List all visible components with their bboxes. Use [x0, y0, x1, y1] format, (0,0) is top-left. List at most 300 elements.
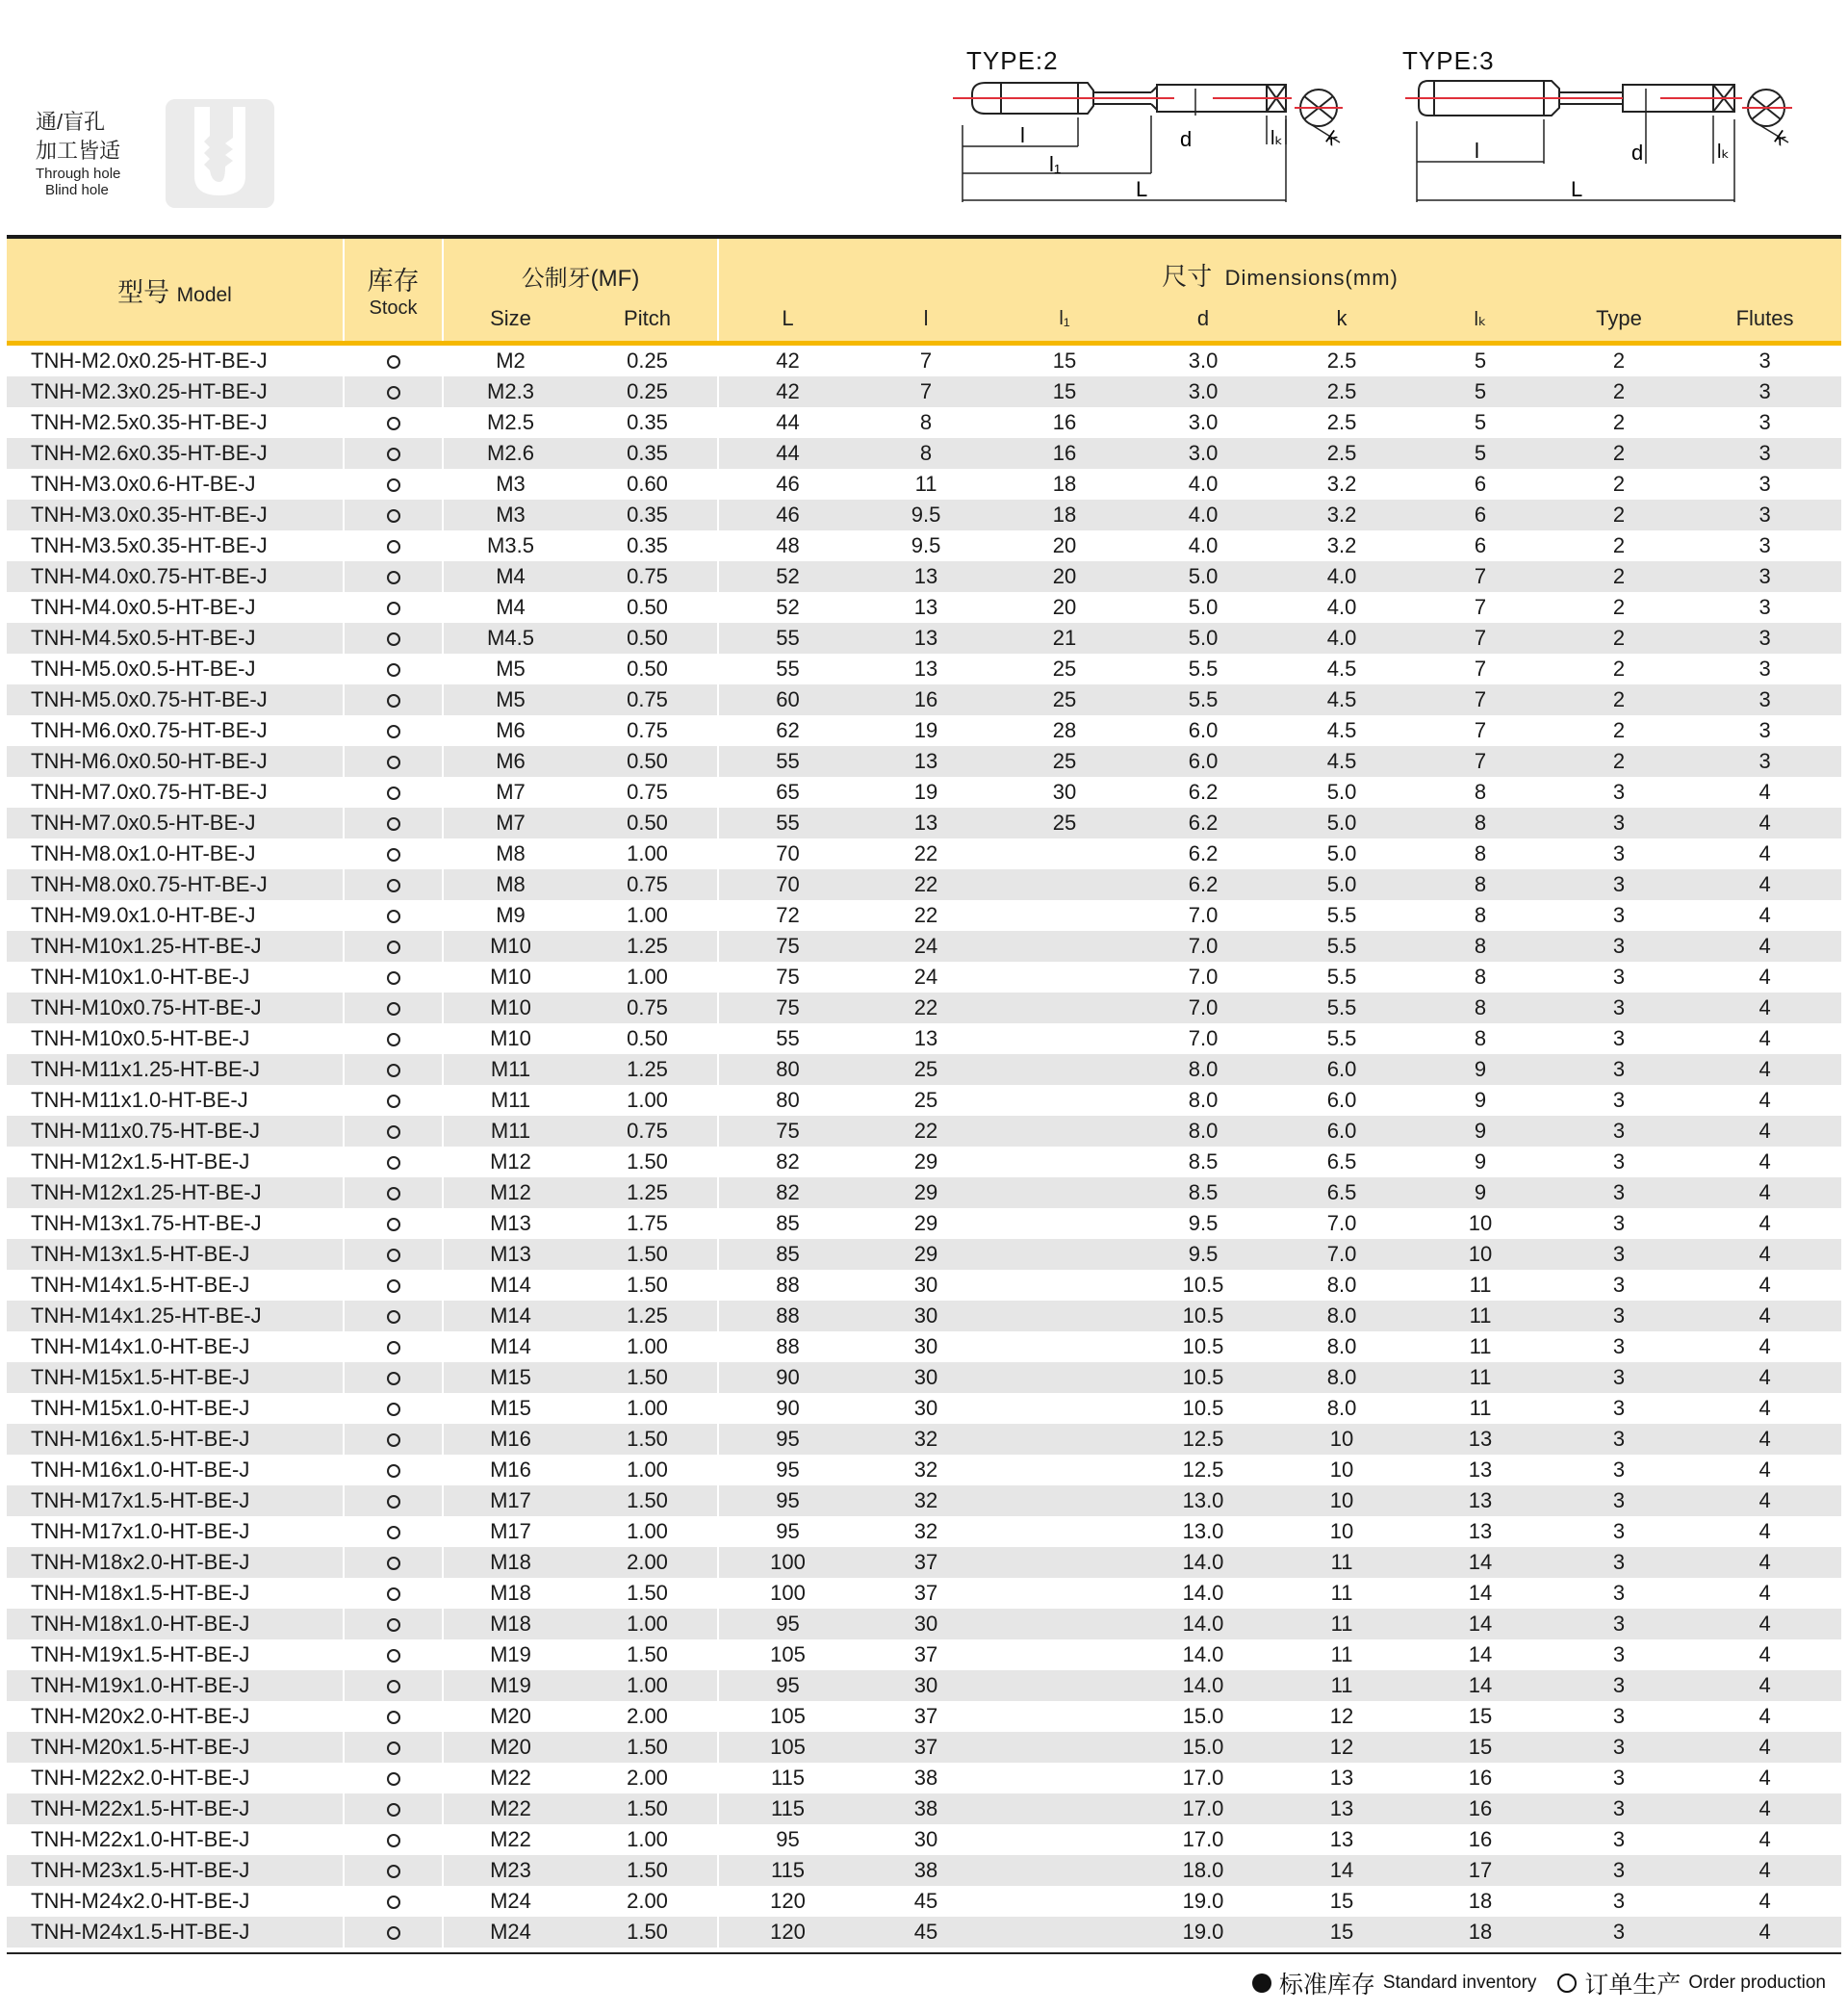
cell-size: M12 [443, 1147, 578, 1177]
open-circle-icon [387, 817, 400, 831]
cell-flutes: 4 [1688, 1362, 1841, 1393]
cell-k: 5.0 [1272, 838, 1411, 869]
cell-flutes: 4 [1688, 1516, 1841, 1547]
open-circle-icon [387, 910, 400, 923]
open-circle-icon [387, 1741, 400, 1755]
cell-l1 [995, 1362, 1134, 1393]
cell-size: M14 [443, 1270, 578, 1301]
cell-l: 45 [857, 1917, 995, 1948]
cell-L: 100 [718, 1547, 857, 1578]
cell-d: 10.5 [1134, 1331, 1272, 1362]
cell-flutes: 4 [1688, 838, 1841, 869]
header-model: 型号 Model [7, 237, 344, 341]
table-row [7, 1917, 1841, 1948]
cell-l: 13 [857, 808, 995, 838]
open-circle-icon [387, 1649, 400, 1663]
cell-size: M6 [443, 715, 578, 746]
table-row [7, 1455, 1841, 1485]
cell-l1 [995, 1855, 1134, 1886]
open-circle-icon [387, 787, 400, 800]
cell-type: 3 [1550, 1886, 1688, 1917]
cell-model: TNH-M10x0.5-HT-BE-J [7, 1023, 344, 1054]
cell-l1 [995, 931, 1134, 962]
cell-flutes: 4 [1688, 1578, 1841, 1609]
cell-k: 5.5 [1272, 1023, 1411, 1054]
cell-k: 7.0 [1272, 1208, 1411, 1239]
cell-L: 44 [718, 407, 857, 438]
cell-flutes: 4 [1688, 1270, 1841, 1301]
cell-L: 46 [718, 469, 857, 500]
cell-lk: 7 [1411, 654, 1550, 684]
table-row [7, 1855, 1841, 1886]
cell-stock [344, 1793, 443, 1824]
cell-l1: 15 [995, 346, 1134, 376]
table-row [7, 1116, 1841, 1147]
header-l: l [857, 297, 995, 341]
cell-k: 8.0 [1272, 1362, 1411, 1393]
cell-size: M11 [443, 1116, 578, 1147]
cell-flutes: 3 [1688, 530, 1841, 561]
table-row [7, 1824, 1841, 1855]
cell-l1: 25 [995, 654, 1134, 684]
cell-stock [344, 838, 443, 869]
cell-stock [344, 1547, 443, 1578]
cell-stock [344, 1917, 443, 1948]
cell-l: 30 [857, 1393, 995, 1424]
cell-d: 5.0 [1134, 592, 1272, 623]
table-row [7, 900, 1841, 931]
cell-type: 3 [1550, 838, 1688, 869]
cell-lk: 7 [1411, 592, 1550, 623]
cell-flutes: 4 [1688, 1331, 1841, 1362]
cell-L: 88 [718, 1301, 857, 1331]
cell-L: 90 [718, 1393, 857, 1424]
table-row [7, 376, 1841, 407]
cell-model: TNH-M18x1.0-HT-BE-J [7, 1609, 344, 1639]
cell-model: TNH-M3.5x0.35-HT-BE-J [7, 530, 344, 561]
header-stock: 库存 Stock [344, 237, 443, 341]
cell-lk: 17 [1411, 1855, 1550, 1886]
cell-flutes: 3 [1688, 407, 1841, 438]
type2-drawing [962, 83, 1340, 202]
cell-k: 8.0 [1272, 1393, 1411, 1424]
table-row [7, 1085, 1841, 1116]
cell-L: 75 [718, 962, 857, 993]
cell-L: 62 [718, 715, 857, 746]
cell-k: 2.5 [1272, 346, 1411, 376]
cell-L: 82 [718, 1147, 857, 1177]
cell-flutes: 3 [1688, 561, 1841, 592]
table-row [7, 500, 1841, 530]
open-circle-icon [387, 1341, 400, 1354]
type2-dim-l: l [1020, 123, 1025, 147]
cell-l1: 20 [995, 561, 1134, 592]
header-type: Type [1550, 297, 1688, 341]
cell-pitch: 0.35 [578, 500, 718, 530]
cell-lk: 13 [1411, 1424, 1550, 1455]
cell-stock [344, 1763, 443, 1793]
open-circle-icon [387, 1125, 400, 1139]
cell-d: 19.0 [1134, 1886, 1272, 1917]
cell-d: 13.0 [1134, 1485, 1272, 1516]
type3-dim-l: l [1475, 139, 1479, 163]
cell-lk: 8 [1411, 931, 1550, 962]
cell-k: 2.5 [1272, 376, 1411, 407]
cell-l1: 18 [995, 469, 1134, 500]
cell-type: 3 [1550, 1639, 1688, 1670]
cell-l: 13 [857, 592, 995, 623]
cell-k: 8.0 [1272, 1301, 1411, 1331]
cell-type: 3 [1550, 1732, 1688, 1763]
cell-d: 14.0 [1134, 1578, 1272, 1609]
cell-lk: 11 [1411, 1362, 1550, 1393]
table-row [7, 1793, 1841, 1824]
cell-lk: 15 [1411, 1701, 1550, 1732]
cell-k: 13 [1272, 1793, 1411, 1824]
cell-pitch: 0.50 [578, 623, 718, 654]
type2-dim-k: k [1322, 127, 1342, 150]
cell-size: M7 [443, 777, 578, 808]
header-d: d [1134, 297, 1272, 341]
cell-flutes: 3 [1688, 469, 1841, 500]
cell-pitch: 1.00 [578, 900, 718, 931]
cell-d: 7.0 [1134, 900, 1272, 931]
cell-d: 5.5 [1134, 654, 1272, 684]
header-pitch: Pitch [578, 297, 718, 341]
cell-k: 6.5 [1272, 1177, 1411, 1208]
cell-l: 7 [857, 346, 995, 376]
table-row [7, 962, 1841, 993]
cell-type: 3 [1550, 1609, 1688, 1639]
cell-k: 5.5 [1272, 931, 1411, 962]
cell-d: 6.2 [1134, 777, 1272, 808]
cell-L: 95 [718, 1609, 857, 1639]
type2-label: TYPE:2 [966, 46, 1059, 75]
cell-size: M2 [443, 346, 578, 376]
table-row [7, 469, 1841, 500]
cell-lk: 13 [1411, 1455, 1550, 1485]
cell-model: TNH-M22x2.0-HT-BE-J [7, 1763, 344, 1793]
cell-lk: 9 [1411, 1147, 1550, 1177]
table-header [7, 237, 1841, 346]
type2-dim-l1: l₁ [1049, 152, 1062, 176]
cell-model: TNH-M23x1.5-HT-BE-J [7, 1855, 344, 1886]
cell-d: 12.5 [1134, 1424, 1272, 1455]
cell-k: 3.2 [1272, 530, 1411, 561]
cell-stock [344, 1424, 443, 1455]
cell-l1 [995, 1177, 1134, 1208]
header-k: k [1272, 297, 1411, 341]
cell-type: 3 [1550, 1362, 1688, 1393]
cell-l1: 16 [995, 407, 1134, 438]
cell-d: 7.0 [1134, 993, 1272, 1023]
open-circle-icon [387, 1372, 400, 1385]
cell-L: 105 [718, 1732, 857, 1763]
open-circle-icon [387, 602, 400, 615]
legend-order-zh: 订单生产 [1584, 1972, 1681, 1999]
cell-l: 38 [857, 1763, 995, 1793]
cell-k: 2.5 [1272, 438, 1411, 469]
cell-flutes: 4 [1688, 1701, 1841, 1732]
cell-pitch: 1.25 [578, 1301, 718, 1331]
cell-type: 3 [1550, 777, 1688, 808]
cell-type: 3 [1550, 1147, 1688, 1177]
cell-l1 [995, 1917, 1134, 1948]
cell-l1: 30 [995, 777, 1134, 808]
cell-stock [344, 900, 443, 931]
cell-stock [344, 1393, 443, 1424]
cell-l: 29 [857, 1208, 995, 1239]
cell-k: 2.5 [1272, 407, 1411, 438]
cell-flutes: 4 [1688, 1054, 1841, 1085]
cell-l1: 25 [995, 746, 1134, 777]
cell-L: 48 [718, 530, 857, 561]
cell-L: 120 [718, 1886, 857, 1917]
table-row [7, 993, 1841, 1023]
cell-l1: 18 [995, 500, 1134, 530]
cell-d: 5.0 [1134, 561, 1272, 592]
cell-l: 22 [857, 993, 995, 1023]
cell-model: TNH-M20x2.0-HT-BE-J [7, 1701, 344, 1732]
cell-model: TNH-M12x1.25-HT-BE-J [7, 1177, 344, 1208]
cell-pitch: 0.75 [578, 1116, 718, 1147]
cell-stock [344, 869, 443, 900]
cell-type: 3 [1550, 808, 1688, 838]
cell-model: TNH-M13x1.75-HT-BE-J [7, 1208, 344, 1239]
cell-lk: 14 [1411, 1578, 1550, 1609]
cell-lk: 8 [1411, 869, 1550, 900]
cell-pitch: 1.00 [578, 962, 718, 993]
cell-pitch: 0.50 [578, 592, 718, 623]
open-circle-icon [387, 1033, 400, 1046]
cell-model: TNH-M11x0.75-HT-BE-J [7, 1116, 344, 1147]
cell-size: M16 [443, 1424, 578, 1455]
cell-d: 8.5 [1134, 1177, 1272, 1208]
cell-stock [344, 993, 443, 1023]
cell-lk: 8 [1411, 962, 1550, 993]
cell-size: M11 [443, 1054, 578, 1085]
cell-l1 [995, 1670, 1134, 1701]
cell-l1 [995, 900, 1134, 931]
cell-l1: 25 [995, 808, 1134, 838]
cell-stock [344, 561, 443, 592]
cell-k: 8.0 [1272, 1331, 1411, 1362]
table-row [7, 1701, 1841, 1732]
cell-L: 115 [718, 1855, 857, 1886]
header-flutes: Flutes [1688, 297, 1841, 341]
cell-k: 11 [1272, 1639, 1411, 1670]
cell-type: 3 [1550, 1393, 1688, 1424]
cell-L: 115 [718, 1763, 857, 1793]
cell-model: TNH-M14x1.0-HT-BE-J [7, 1331, 344, 1362]
cell-flutes: 4 [1688, 1547, 1841, 1578]
cell-size: M19 [443, 1639, 578, 1670]
cell-k: 6.0 [1272, 1085, 1411, 1116]
cell-size: M12 [443, 1177, 578, 1208]
cell-L: 75 [718, 1116, 857, 1147]
cell-stock [344, 1455, 443, 1485]
table-row [7, 1208, 1841, 1239]
cell-lk: 7 [1411, 684, 1550, 715]
cell-type: 3 [1550, 1331, 1688, 1362]
cell-stock [344, 1147, 443, 1177]
hole-type-english [36, 166, 120, 198]
cell-lk: 18 [1411, 1917, 1550, 1948]
cell-stock [344, 1116, 443, 1147]
cell-d: 6.2 [1134, 869, 1272, 900]
cell-stock [344, 777, 443, 808]
cell-d: 6.2 [1134, 808, 1272, 838]
cell-lk: 14 [1411, 1639, 1550, 1670]
cell-L: 88 [718, 1331, 857, 1362]
cell-k: 11 [1272, 1670, 1411, 1701]
type3-dim-d: d [1631, 141, 1644, 165]
cell-type: 2 [1550, 561, 1688, 592]
cell-model: TNH-M18x2.0-HT-BE-J [7, 1547, 344, 1578]
cell-k: 14 [1272, 1855, 1411, 1886]
cell-size: M4.5 [443, 623, 578, 654]
header-dimensions: 尺寸 Dimensions(mm) [718, 237, 1841, 297]
cell-d: 3.0 [1134, 376, 1272, 407]
cell-pitch: 1.00 [578, 1516, 718, 1547]
cell-model: TNH-M9.0x1.0-HT-BE-J [7, 900, 344, 931]
table-row [7, 1670, 1841, 1701]
cell-size: M20 [443, 1732, 578, 1763]
cell-flutes: 4 [1688, 962, 1841, 993]
cell-l: 30 [857, 1609, 995, 1639]
cell-size: M22 [443, 1763, 578, 1793]
cell-lk: 7 [1411, 561, 1550, 592]
cell-lk: 8 [1411, 808, 1550, 838]
cell-d: 17.0 [1134, 1763, 1272, 1793]
cell-l: 30 [857, 1270, 995, 1301]
cell-d: 17.0 [1134, 1793, 1272, 1824]
cell-stock [344, 746, 443, 777]
cell-l: 32 [857, 1455, 995, 1485]
stock-legend [1252, 1966, 1826, 2000]
cell-lk: 11 [1411, 1331, 1550, 1362]
cell-lk: 9 [1411, 1054, 1550, 1085]
cell-d: 6.0 [1134, 715, 1272, 746]
cell-lk: 13 [1411, 1485, 1550, 1516]
table-row [7, 1239, 1841, 1270]
cell-model: TNH-M7.0x0.5-HT-BE-J [7, 808, 344, 838]
cell-d: 10.5 [1134, 1301, 1272, 1331]
cell-pitch: 2.00 [578, 1763, 718, 1793]
cell-d: 15.0 [1134, 1701, 1272, 1732]
open-circle-icon [387, 1526, 400, 1539]
table-row [7, 1301, 1841, 1331]
table-row [7, 1147, 1841, 1177]
cell-model: TNH-M22x1.0-HT-BE-J [7, 1824, 344, 1855]
cell-k: 5.0 [1272, 869, 1411, 900]
cell-l1 [995, 1763, 1134, 1793]
cell-type: 2 [1550, 438, 1688, 469]
cell-type: 3 [1550, 1424, 1688, 1455]
cell-lk: 9 [1411, 1085, 1550, 1116]
cell-l1 [995, 962, 1134, 993]
cell-type: 3 [1550, 1208, 1688, 1239]
cell-pitch: 0.25 [578, 376, 718, 407]
legend-order-en: Order production [1688, 1973, 1826, 1993]
open-circle-icon [387, 448, 400, 461]
open-circle-icon [387, 694, 400, 708]
cell-pitch: 1.00 [578, 1393, 718, 1424]
cell-size: M23 [443, 1855, 578, 1886]
cell-flutes: 3 [1688, 376, 1841, 407]
cell-l1 [995, 1701, 1134, 1732]
cell-k: 6.5 [1272, 1147, 1411, 1177]
cell-stock [344, 530, 443, 561]
table-row [7, 561, 1841, 592]
cell-lk: 7 [1411, 623, 1550, 654]
cell-model: TNH-M5.0x0.5-HT-BE-J [7, 654, 344, 684]
cell-flutes: 4 [1688, 1116, 1841, 1147]
table-row [7, 1054, 1841, 1085]
cell-size: M7 [443, 808, 578, 838]
cell-l: 37 [857, 1732, 995, 1763]
cell-k: 4.5 [1272, 654, 1411, 684]
cell-k: 11 [1272, 1578, 1411, 1609]
table-row [7, 746, 1841, 777]
open-circle-icon [1557, 1973, 1577, 1993]
cell-model: TNH-M10x0.75-HT-BE-J [7, 993, 344, 1023]
cell-model: TNH-M14x1.5-HT-BE-J [7, 1270, 344, 1301]
cell-d: 7.0 [1134, 931, 1272, 962]
table-row [7, 715, 1841, 746]
cell-L: 55 [718, 1023, 857, 1054]
cell-size: M10 [443, 993, 578, 1023]
cell-flutes: 4 [1688, 931, 1841, 962]
cell-l1 [995, 1578, 1134, 1609]
cell-l1 [995, 1393, 1134, 1424]
cell-pitch: 1.50 [578, 1732, 718, 1763]
hole-zh-line2: 加工皆适 [36, 139, 121, 163]
cell-L: 95 [718, 1824, 857, 1855]
cell-lk: 5 [1411, 438, 1550, 469]
open-circle-icon [387, 1587, 400, 1601]
table-row [7, 838, 1841, 869]
cell-lk: 16 [1411, 1793, 1550, 1824]
cell-stock [344, 962, 443, 993]
table-row [7, 1362, 1841, 1393]
cell-k: 3.2 [1272, 469, 1411, 500]
cell-k: 4.5 [1272, 746, 1411, 777]
cell-size: M17 [443, 1516, 578, 1547]
cell-flutes: 4 [1688, 1485, 1841, 1516]
cell-d: 9.5 [1134, 1239, 1272, 1270]
table-row [7, 1886, 1841, 1917]
cell-size: M4 [443, 561, 578, 592]
open-circle-icon [387, 1002, 400, 1016]
cell-l: 38 [857, 1793, 995, 1824]
cell-size: M18 [443, 1578, 578, 1609]
cell-L: 85 [718, 1208, 857, 1239]
cell-type: 3 [1550, 962, 1688, 993]
cell-lk: 11 [1411, 1301, 1550, 1331]
cell-size: M8 [443, 869, 578, 900]
cell-L: 72 [718, 900, 857, 931]
cell-d: 10.5 [1134, 1362, 1272, 1393]
cell-stock [344, 1208, 443, 1239]
cell-pitch: 1.50 [578, 1270, 718, 1301]
type2-dim-d: d [1180, 127, 1193, 151]
cell-pitch: 0.75 [578, 684, 718, 715]
cell-lk: 5 [1411, 407, 1550, 438]
cell-type: 3 [1550, 900, 1688, 931]
cell-pitch: 0.35 [578, 530, 718, 561]
cell-size: M10 [443, 962, 578, 993]
